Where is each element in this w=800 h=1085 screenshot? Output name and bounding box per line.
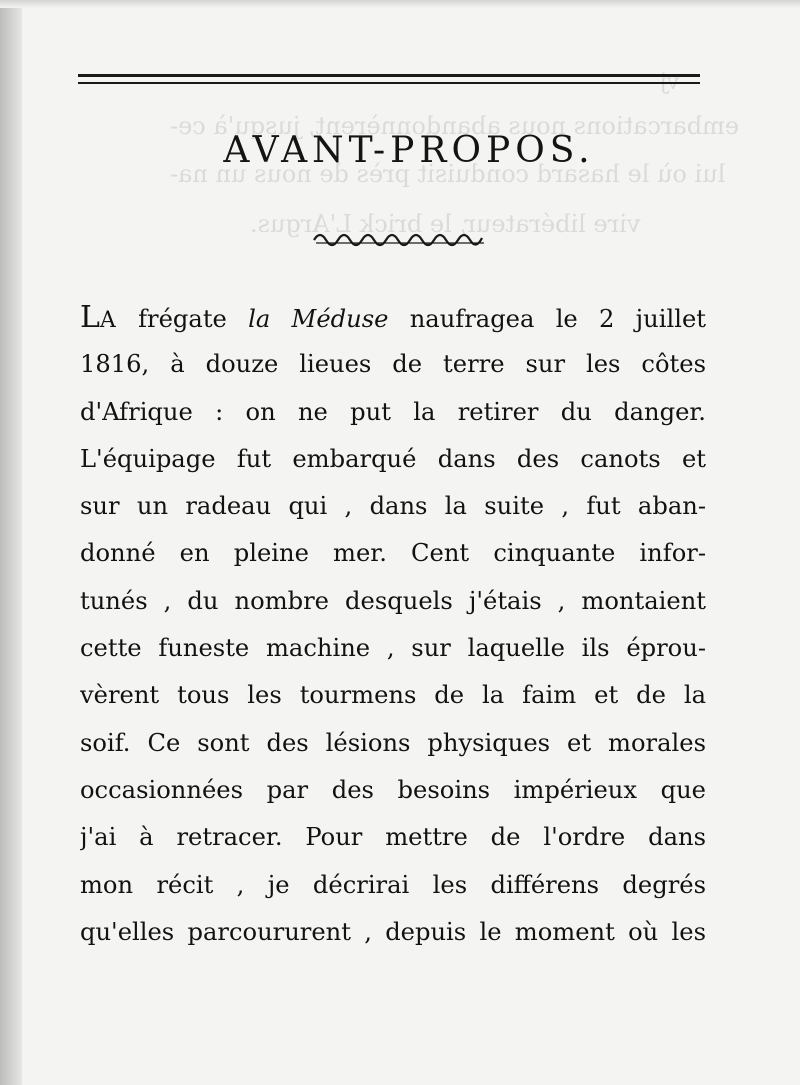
text-line xyxy=(80,767,706,814)
text-run: tunés , du nombre desquels j'étais , montaient xyxy=(80,586,706,615)
text-run: 1816, à douze lieues de terre sur les côtes xyxy=(80,350,706,379)
text-line xyxy=(80,530,706,577)
page-top-edge xyxy=(0,0,800,8)
header-rule-thin xyxy=(78,82,700,84)
text-line xyxy=(80,672,706,719)
text-run: occasionnées par des besoins impérieux que xyxy=(80,775,706,804)
ornament-flourish-icon xyxy=(310,226,490,248)
text-run: A xyxy=(99,308,117,333)
text-run: qu'elles parcoururent , depuis le moment où les xyxy=(80,917,706,946)
text-line xyxy=(80,625,706,672)
text-line xyxy=(80,720,706,767)
text-run: la Méduse xyxy=(248,305,389,333)
page-title: AVANT-PROPOS. xyxy=(223,130,595,171)
text-run: naufragea le 2 juillet xyxy=(388,305,706,333)
text-line xyxy=(80,341,706,388)
text-line xyxy=(80,389,706,436)
text-run: sur un radeau qui , dans la suite , fut aban- xyxy=(80,492,706,521)
text-run: donné en pleine mer. Cent cinquante infor- xyxy=(80,539,706,568)
text-run: L'équipage fut embarqué dans des canots et xyxy=(80,444,706,473)
text-line xyxy=(80,814,706,861)
text-line xyxy=(80,483,706,530)
bleed-line-3: vire libérateur, le brick L'Argus. xyxy=(250,210,641,238)
text-run: frégate xyxy=(116,305,249,333)
text-run: soif. Ce sont des lésions physiques et morales xyxy=(80,728,706,757)
text-run: mon récit , je décrirai les différens degrés xyxy=(80,870,706,899)
text-run: j'ai à retracer. Pour mettre de l'ordre dans xyxy=(80,823,706,852)
text-run: cette funeste machine , sur laquelle ils éprou- xyxy=(80,634,706,663)
text-run: d'Afrique : on ne put la retirer du danger. xyxy=(80,397,706,426)
text-run: L xyxy=(80,300,100,335)
bleed-line-2: lui où le hasard conduisit près de nous un na- xyxy=(170,160,726,188)
text-line xyxy=(80,578,706,625)
body-paragraph xyxy=(80,294,706,956)
bleed-corner-mark: vj xyxy=(660,70,680,95)
header-rule-thick xyxy=(78,74,700,77)
text-run: vèrent tous les tourmens de la faim et de la xyxy=(80,681,706,710)
text-line xyxy=(80,436,706,483)
text-line xyxy=(80,294,706,341)
header-double-rule xyxy=(78,74,700,88)
text-line xyxy=(80,862,706,909)
text-line xyxy=(80,909,706,956)
bleed-line-1: embarcations nous abandonnèrent, jusqu'à ce- xyxy=(170,112,740,140)
